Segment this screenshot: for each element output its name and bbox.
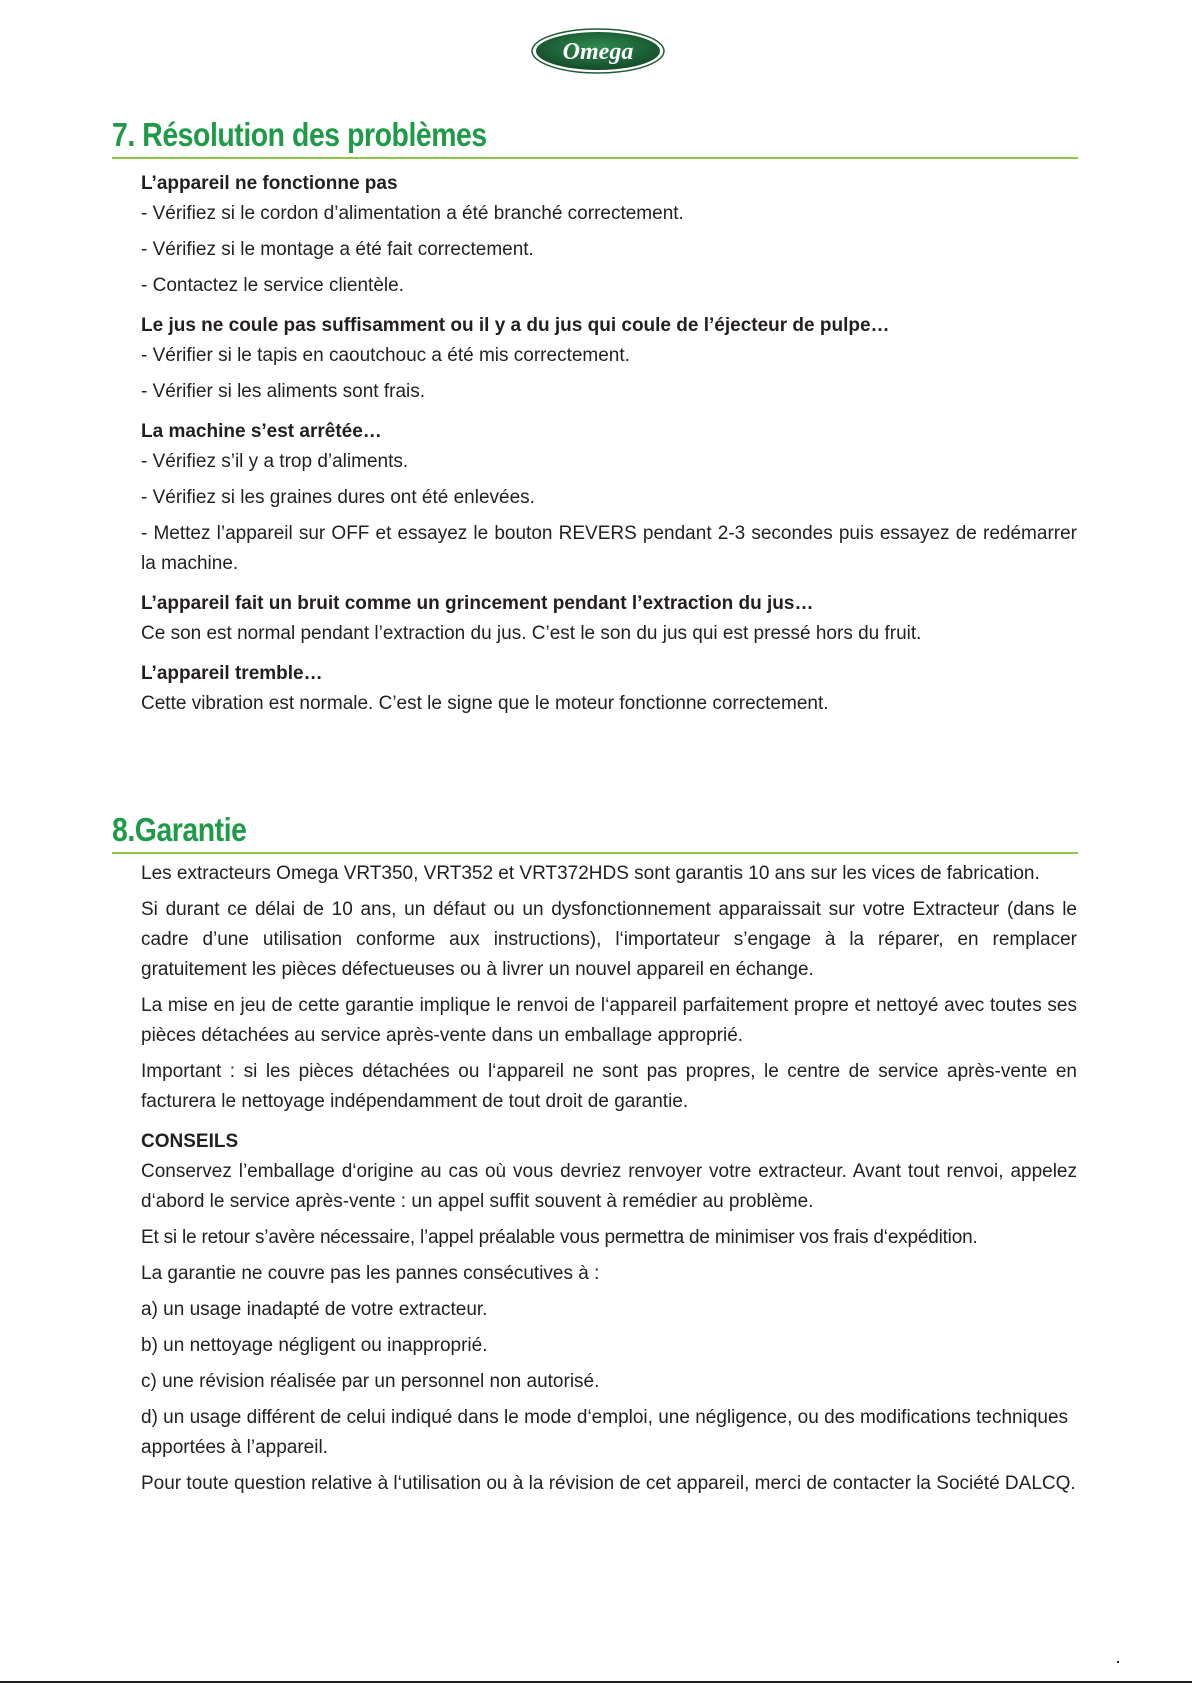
section7-rule bbox=[112, 157, 1078, 159]
problem-heading: Le jus ne coule pas suffisamment ou il y a du jus qui coule de l’éjecteur de pulpe… bbox=[141, 315, 890, 336]
section8-content bbox=[141, 859, 1077, 1505]
problem-line: - Vérifier si les aliments sont frais. bbox=[141, 381, 426, 402]
section7-content bbox=[141, 169, 1077, 725]
problem-line: - Contactez le service clientèle. bbox=[141, 275, 404, 296]
conseils-list-item: a) un usage inadapté de votre extracteur. bbox=[141, 1299, 488, 1320]
problem-line: - Vérifiez s’il y a trop d’aliments. bbox=[141, 451, 409, 472]
problem-heading: L’appareil tremble… bbox=[141, 663, 323, 684]
conseils-heading: CONSEILS bbox=[141, 1131, 239, 1152]
warranty-paragraph: Important : si les pièces détachées ou l‘appareil ne sont pas propres, le centre de service après-vente en facturera le nettoyage indépendamment de tout droit de garantie. bbox=[141, 1061, 1077, 1112]
conseils-list-item: c) une révision réalisée par un personnel non autorisé. bbox=[141, 1371, 600, 1392]
footer-rule bbox=[0, 1681, 1192, 1683]
conseils-paragraph: La garantie ne couvre pas les pannes consécutives à : bbox=[141, 1263, 600, 1284]
section8-title: 8.Garantie bbox=[112, 811, 247, 848]
problem-line: - Vérifiez si les graines dures ont été enlevées. bbox=[141, 487, 535, 508]
problem-line: - Mettez l’appareil sur OFF et essayez le bouton REVERS pendant 2-3 secondes puis essayez de redémarrer la machine. bbox=[141, 523, 1077, 574]
problem-heading: L’appareil fait un bruit comme un grincement pendant l’extraction du jus… bbox=[141, 593, 814, 614]
warranty-paragraph: La mise en jeu de cette garantie implique le renvoi de l‘appareil parfaitement propre et nettoyé avec toutes ses pièces détachées au service après-vente dans un emballage approprié. bbox=[141, 995, 1077, 1046]
problem-line: - Vérifier si le tapis en caoutchouc a été mis correctement. bbox=[141, 345, 630, 366]
conseils-paragraph: Conservez l’emballage d‘origine au cas où vous devriez renvoyer votre extracteur. Avant tout renvoi, appelez d‘abord le service après-vente : un appel suffit souvent à remédier au problème. bbox=[141, 1161, 1077, 1212]
section7-title: 7. Résolution des problèmes bbox=[112, 116, 487, 153]
problem-line: Ce son est normal pendant l’extraction du jus. C’est le son du jus qui est pressé hors du fruit. bbox=[141, 623, 922, 644]
logo-text: Omega bbox=[562, 39, 634, 65]
section8-rule bbox=[112, 852, 1078, 854]
problem-heading: La machine s’est arrêtée… bbox=[141, 421, 382, 442]
page-mark bbox=[1117, 1661, 1119, 1663]
conseils-paragraph: Et si le retour s’avère nécessaire, l’appel préalable vous permettra de minimiser vos frais d‘expédition. bbox=[141, 1227, 978, 1248]
warranty-paragraph: Les extracteurs Omega VRT350, VRT352 et VRT372HDS sont garantis 10 ans sur les vices de fabrication. bbox=[141, 863, 1040, 884]
conseils-list-item: b) un nettoyage négligent ou inapproprié. bbox=[141, 1335, 488, 1356]
conseils-paragraph: Pour toute question relative à l‘utilisation ou à la révision de cet appareil, merci de contacter la Société DALCQ. bbox=[141, 1473, 1076, 1494]
omega-logo bbox=[531, 28, 665, 74]
problem-heading: L’appareil ne fonctionne pas bbox=[141, 173, 398, 194]
problem-line: - Vérifiez si le cordon d’alimentation a été branché correctement. bbox=[141, 203, 684, 224]
problem-line: - Vérifiez si le montage a été fait correctement. bbox=[141, 239, 534, 260]
conseils-list-item: d) un usage différent de celui indiqué dans le mode d‘emploi, une négligence, ou des modifications techniques apportées à l’appareil. bbox=[141, 1407, 1069, 1458]
warranty-paragraph: Si durant ce délai de 10 ans, un défaut ou un dysfonctionnement apparaissait sur votre Extracteur (dans le cadre d’une utilisation conforme aux instructions), l‘importateur s’engage à la réparer, en remplacer gratuitement les pièces défectueuses ou à livrer un nouvel appareil en échange. bbox=[141, 899, 1077, 980]
problem-line: Cette vibration est normale. C’est le signe que le moteur fonctionne correctement. bbox=[141, 693, 829, 714]
